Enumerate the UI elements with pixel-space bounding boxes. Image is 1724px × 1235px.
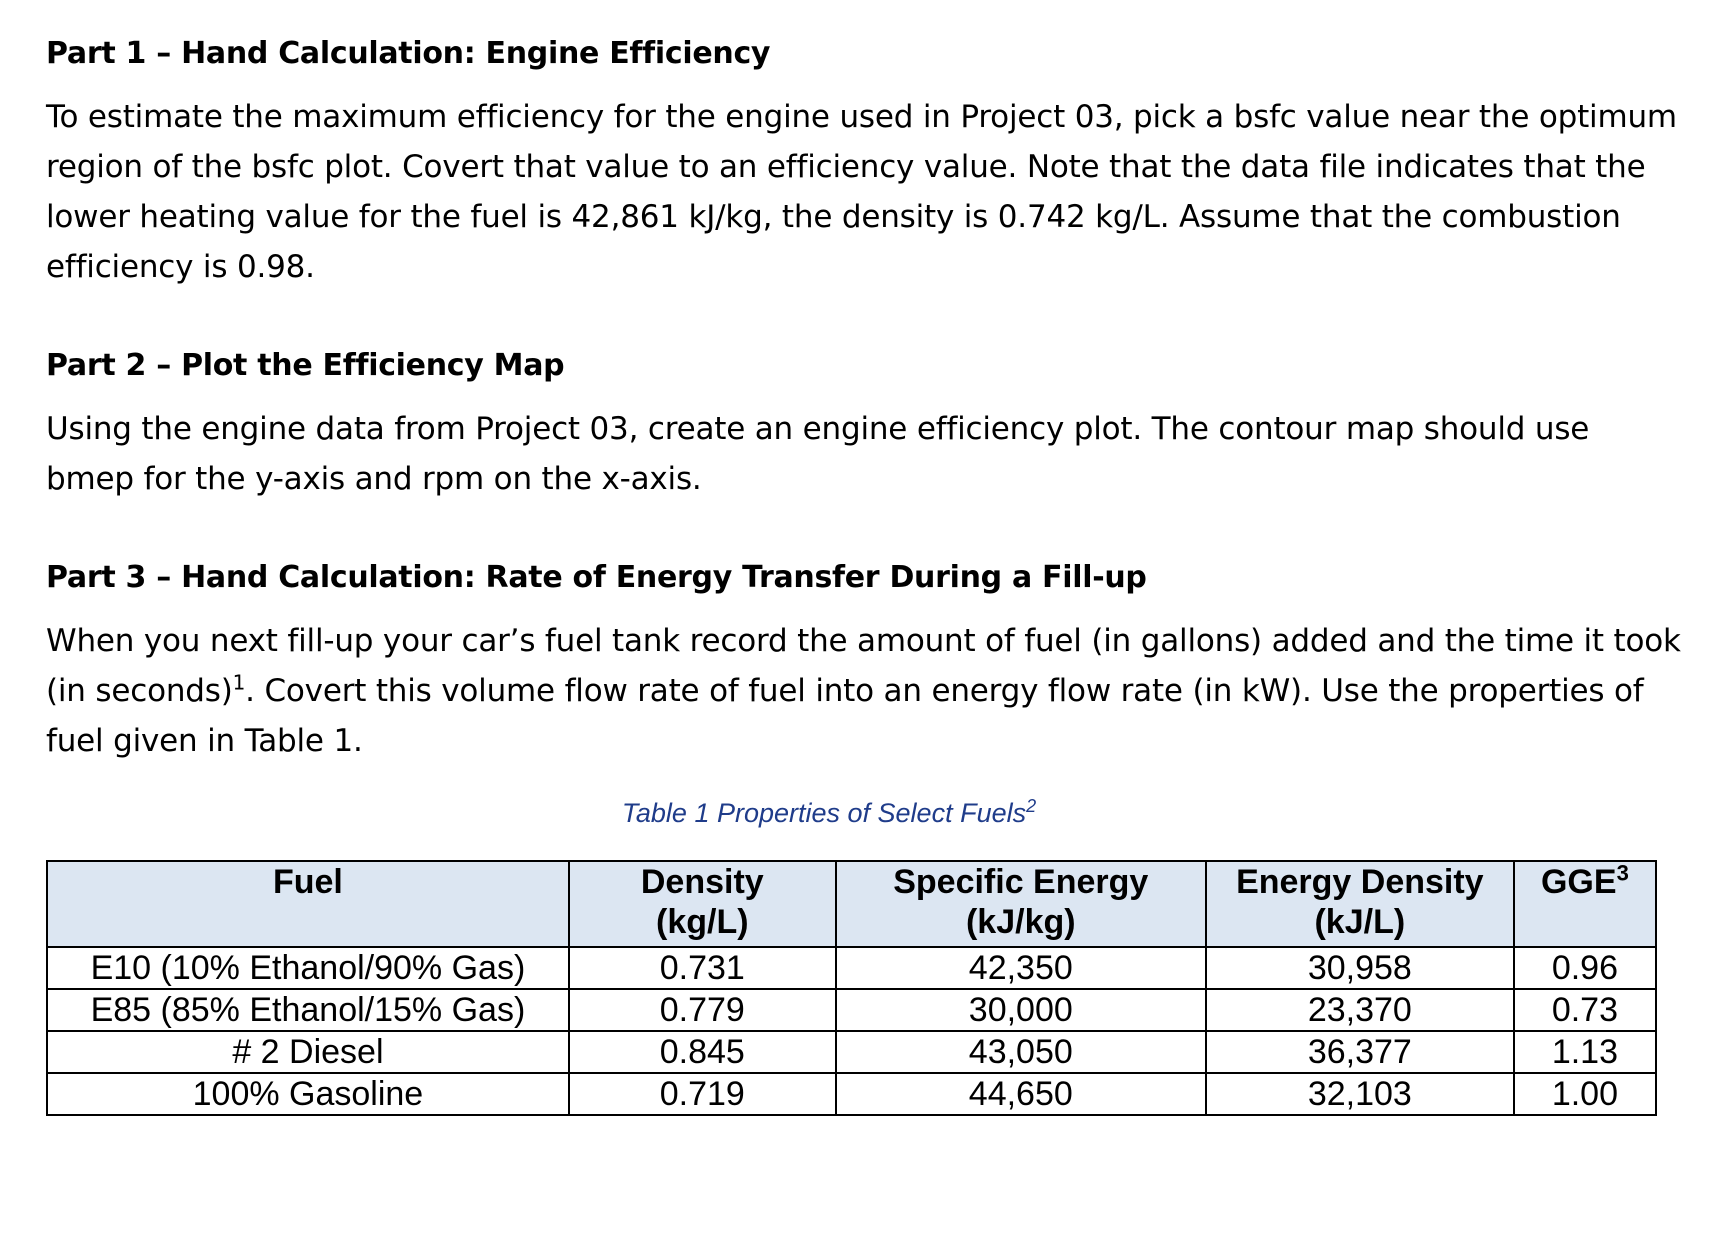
cell-energy-density: 36,377 [1206, 1031, 1514, 1073]
header-density-line1: Density [640, 863, 764, 901]
cell-energy-density: 23,370 [1206, 989, 1514, 1031]
header-gge-label: GGE [1540, 863, 1617, 901]
cell-specific-energy: 44,650 [836, 1073, 1206, 1115]
cell-specific-energy: 30,000 [836, 989, 1206, 1031]
cell-energy-density: 32,103 [1206, 1073, 1514, 1115]
part2-heading: Part 2 – Plot the Efficiency Map [46, 348, 565, 383]
table-caption [0, 796, 1686, 830]
footnote-3-marker: 3 [1616, 860, 1629, 886]
fuel-properties-table [46, 860, 1657, 1116]
part2-paragraph: Using the engine data from Project 03, create an engine efficiency plot. The contour map should use bmep for the y-axis and rpm on the x-axis. [46, 411, 1590, 497]
cell-fuel: E10 (10% Ethanol/90% Gas) [47, 947, 569, 989]
header-gge [1514, 861, 1656, 947]
cell-gge: 1.13 [1514, 1031, 1656, 1073]
cell-gge: 0.96 [1514, 947, 1656, 989]
table-row [47, 947, 1656, 989]
part1-heading: Part 1 – Hand Calculation: Engine Efficiency [46, 36, 771, 71]
cell-gge: 0.73 [1514, 989, 1656, 1031]
cell-energy-density: 30,958 [1206, 947, 1514, 989]
header-specific-energy [836, 861, 1206, 947]
cell-specific-energy: 42,350 [836, 947, 1206, 989]
cell-fuel: # 2 Diesel [47, 1031, 569, 1073]
header-density-line2: (kg/L) [656, 903, 749, 941]
header-edens-line1: Energy Density [1236, 863, 1484, 901]
part3-heading: Part 3 – Hand Calculation: Rate of Energy Transfer During a Fill-up [46, 560, 1147, 595]
cell-fuel: 100% Gasoline [47, 1073, 569, 1115]
cell-specific-energy: 43,050 [836, 1031, 1206, 1073]
table-caption-text: Table 1 Properties of Select Fuels [621, 798, 1027, 828]
part3-text-a: When you next fill-up your car’s fuel tank record the amount of fuel (in gallons) added and the time it took (in seconds) [46, 623, 1681, 709]
table-row [47, 1031, 1656, 1073]
cell-fuel: E85 (85% Ethanol/15% Gas) [47, 989, 569, 1031]
part1-paragraph: To estimate the maximum efficiency for the engine used in Project 03, pick a bsfc value near the optimum region of the bsfc plot. Covert that value to an efficiency value. Note that the data file indicates that the lower heating value for the fuel is 42,861 kJ/kg, the density is 0.742 kg/L. Assume that the combustion efficiency is 0.98. [46, 99, 1677, 285]
footnote-1-marker: 1 [232, 670, 246, 695]
header-energy-density [1206, 861, 1514, 947]
cell-density: 0.719 [569, 1073, 836, 1115]
document-page [46, 30, 1686, 1116]
header-energy-line1: Specific Energy [893, 863, 1149, 901]
header-density [569, 861, 836, 947]
cell-density: 0.845 [569, 1031, 836, 1073]
cell-gge: 1.00 [1514, 1073, 1656, 1115]
footnote-2-marker: 2 [1026, 796, 1037, 816]
header-fuel: Fuel [47, 861, 569, 947]
header-edens-line2: (kJ/L) [1314, 903, 1406, 941]
header-energy-line2: (kJ/kg) [965, 903, 1076, 941]
cell-density: 0.731 [569, 947, 836, 989]
cell-density: 0.779 [569, 989, 836, 1031]
table-header-row [47, 861, 1656, 947]
table-row [47, 1073, 1656, 1115]
part3-paragraph [46, 616, 1686, 766]
part3-text-b: . Covert this volume flow rate of fuel into an energy flow rate (in kW). Use the properties of fuel given in Table 1. [46, 673, 1644, 759]
table-row [47, 989, 1656, 1031]
